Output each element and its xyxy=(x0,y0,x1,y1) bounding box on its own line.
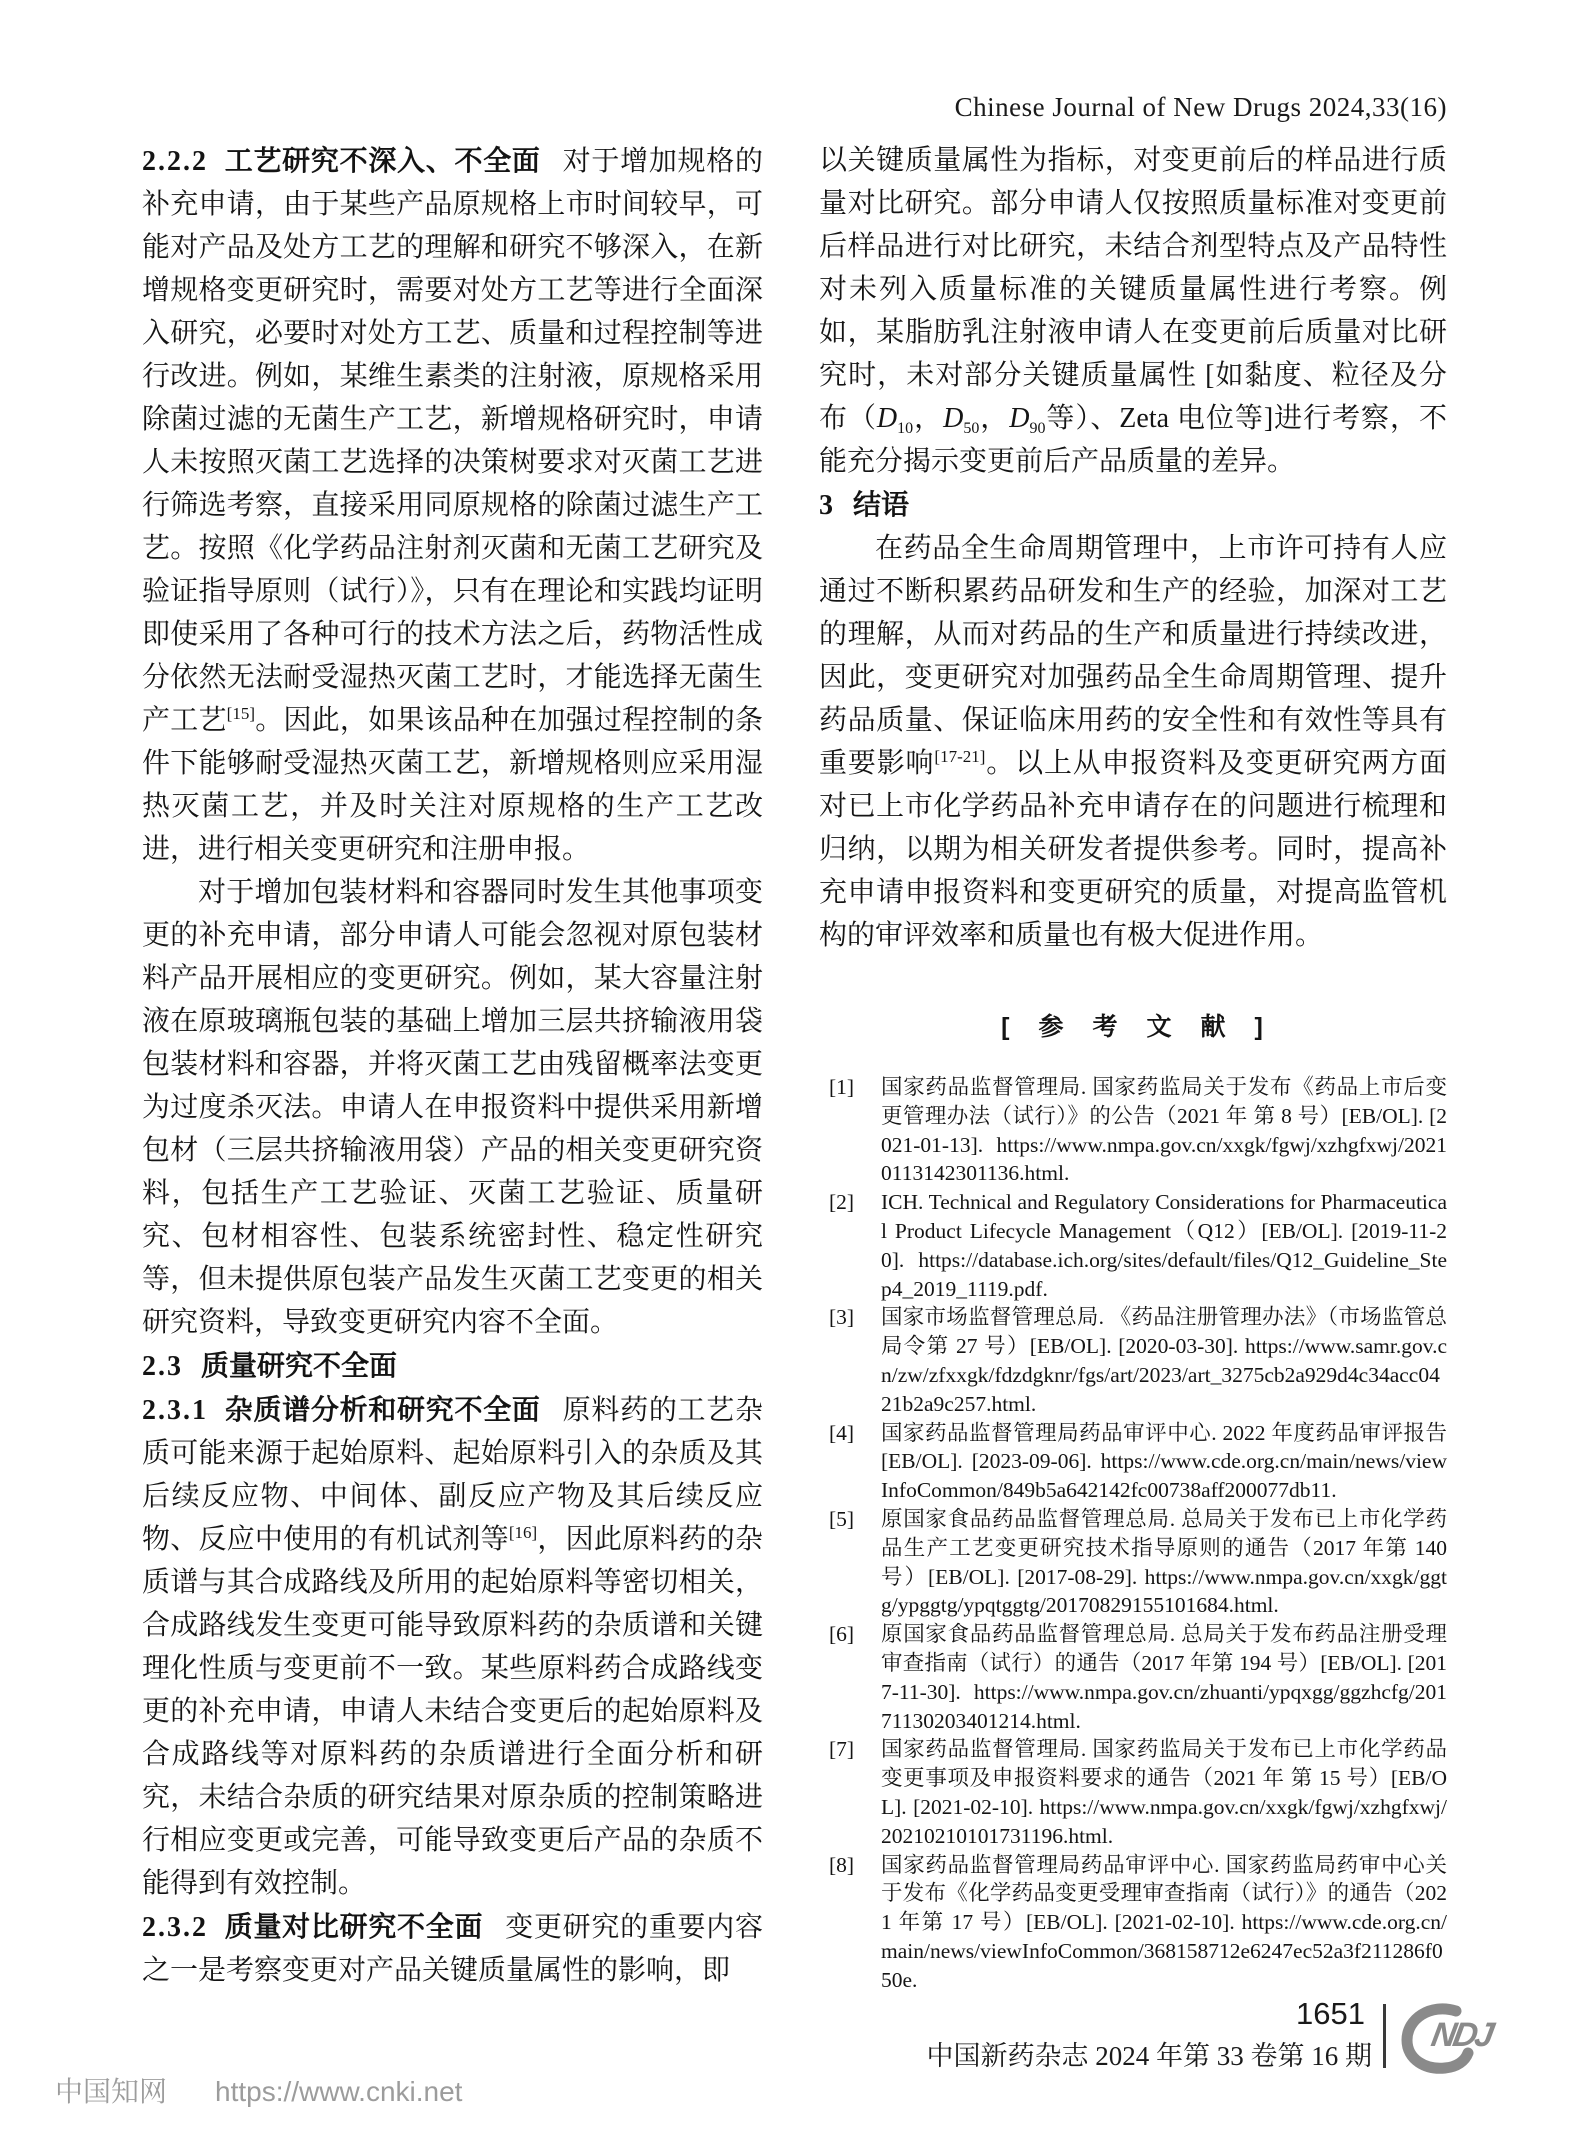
footer-divider xyxy=(1383,2004,1386,2068)
section-heading xyxy=(819,483,1447,527)
reference-number: [3] xyxy=(829,1305,855,1330)
reference-number: [1] xyxy=(829,1075,855,1099)
reference-text: 国家药品监督管理局药品审评中心. 2022 年度药品审评报告[EB/OL]. [2023-09-06]. https://www.cde.org.cn/main/news/viewInfoCommon/849b5a642142fc00738aff200077db11. xyxy=(881,1420,1447,1503)
cnki-site-name: 中国知网 xyxy=(55,2076,168,2107)
reference-number: [6] xyxy=(829,1622,855,1647)
cnki-watermark xyxy=(55,2070,462,2110)
text-segment: 。因此，如果该品种在加强过程控制的条件下能够耐受湿热灭菌工艺，新增规格则应采用湿热灭菌工艺，并及时关注对原规格的生产工艺改进，进行相关变更研究和注册申报。 xyxy=(142,705,763,865)
reference-text: 国家药品监督管理局. 国家药监局关于发布《药品上市后变更管理办法（试行）》的公告（2021 年 第 8 号）[EB/OL]. [2021-01-13]. https://www.nmpa.gov.cn/xxgk/fgwj/xzhgfxwj/20210113142301136.html. xyxy=(881,1075,1447,1186)
body-paragraph xyxy=(142,871,763,1344)
body-paragraph xyxy=(819,527,1447,957)
reference-item xyxy=(819,1073,1447,1188)
body-paragraph xyxy=(142,1905,763,1992)
running-head: Chinese Journal of New Drugs 2024,33(16) xyxy=(954,92,1447,122)
references-heading: [ 参 考 文 献 ] xyxy=(1001,1013,1265,1041)
text-segment: 以关键质量属性为指标，对变更前后的样品进行质量对比研究。部分申请人仅按照质量标准对变更前后样品进行对比研究，未结合剂型特点及产品特性对未列入质量标准的关键质量属性进行考察。例如，某脂肪乳注射液申请人在变更前后质量对比研究时，未对部分关键质量属性 [如黏度、粒径及分布（ xyxy=(819,145,1447,434)
section-heading xyxy=(142,1344,763,1388)
text-segment: ， xyxy=(913,403,944,434)
text-segment: 对于增加包装材料和容器同时发生其他事项变更的补充申请，部分申请人可能会忽视对原包装材料产品开展相应的变更研究。例如，某大容量注射液在原玻璃瓶包装的基础上增加三层共挤输液用袋包装材料和容器，并将灭菌工艺由残留概率法变更为过度杀灭法。申请人在申报资料中提供采用新增包材（三层共挤输液用袋）产品的相关变更研究资料，包括生产工艺验证、灭菌工艺验证、质量研究、包材相容性、包装系统密封性、稳定性研究等，但未提供原包装产品发生灭菌工艺变更的相关研究资料，导致变更研究内容不全面。 xyxy=(142,877,763,1338)
reference-number: [7] xyxy=(829,1737,855,1762)
reference-text: ICH. Technical and Regulatory Considerations for Pharmaceutical Product Lifecycle Management（Q12）[EB/OL]. [2019-11-20]. https://database.ich.org/sites/default/files/Q12_Guideline_Step4_2019_1119.pdf. xyxy=(881,1190,1447,1301)
body-paragraph xyxy=(142,1388,763,1905)
reference-text: 原国家食品药品监督管理总局. 总局关于发布已上市化学药品生产工艺变更研究技术指导原则的通告（2017 年第 140 号）[EB/OL]. [2017-08-29]. https://www.nmpa.gov.cn/xxgk/ggtg/ypggtg/ypqtggtg/20170829155101684.html. xyxy=(881,1506,1447,1618)
reference-item xyxy=(819,1303,1447,1418)
text-segment: 变更研究的重要内容之一是考察变更对产品关键质量属性的影响，即 xyxy=(142,1912,763,1986)
reference-item xyxy=(819,1851,1447,1995)
reference-item xyxy=(819,1735,1447,1850)
cnki-site-url: https://www.cnki.net xyxy=(215,2076,463,2107)
text-segment: 。以上从申报资料及变更研究两方面对已上市化学药品补充申请存在的问题进行梳理和归纳，以期为相关研发者提供参考。同时，提高补充申请申报资料和变更研究的质量，对提高监管机构的审评效率和质量也有极大促进作用。 xyxy=(819,748,1447,951)
reference-item xyxy=(819,1419,1447,1505)
body-paragraph xyxy=(819,139,1447,483)
citation-superscript: [15] xyxy=(226,704,255,723)
text-segment: D xyxy=(943,403,964,434)
subscript-text: 50 xyxy=(963,420,980,437)
text-segment: D xyxy=(1009,403,1030,434)
reference-item xyxy=(819,1505,1447,1620)
subsection-number: 2.3.1 xyxy=(142,1395,208,1426)
subscript-text: 10 xyxy=(897,420,914,437)
text-segment: D xyxy=(876,403,898,434)
journal-logo-icon xyxy=(1398,2000,1510,2074)
citation-superscript: [17-21] xyxy=(934,747,986,766)
journal-footer-title: 中国新药杂志 2024 年第 33 卷第 16 期 xyxy=(926,2041,1372,2071)
reference-text: 国家药品监督管理局. 国家药监局关于发布已上市化学药品变更事项及申报资料要求的通告（2021 年 第 15 号）[EB/OL]. [2021-02-10]. https://www.nmpa.gov.cn/xxgk/fgwj/xzhgfxwj/20210210101731196.html. xyxy=(881,1737,1447,1848)
text-segment: 等）、Zeta 电位等]进行考察，不能充分揭示变更前后产品质量的差异。 xyxy=(819,403,1447,477)
section-number: 2.3 xyxy=(142,1351,183,1382)
reference-number: [5] xyxy=(829,1506,855,1531)
text-segment: 对于增加规格的补充申请，由于某些产品原规格上市时间较早，可能对产品及处方工艺的理解和研究不够深入，在新增规格变更研究时，需要对处方工艺等进行全面深入研究，必要时对处方工艺、质量和过程控制等进行改进。例如，某维生素类的注射液，原规格采用除菌过滤的无菌生产工艺，新增规格研究时，申请人未按照灭菌工艺选择的决策树要求对灭菌工艺进行筛选考察，直接采用同原规格的除菌过滤生产工艺。按照《化学药品注射剂灭菌和无菌工艺研究及验证指导原则（试行）》，只有在理论和实践均证明即使采用了各种可行的技术方法之后，药物活性成分依然无法耐受湿热灭菌工艺时，才能选择无菌生产工艺 xyxy=(142,146,763,736)
section-title: 结语 xyxy=(853,489,910,520)
reference-number: [8] xyxy=(829,1852,855,1877)
reference-item xyxy=(819,1620,1447,1735)
subsection-title: 质量对比研究不全面 xyxy=(224,1911,484,1942)
citation-superscript: [16] xyxy=(508,1523,538,1542)
text-segment: ， xyxy=(979,403,1010,434)
right-column xyxy=(819,139,1447,1995)
subsection-title: 工艺研究不深入、不全面 xyxy=(224,145,541,176)
reference-text: 国家药品监督管理局药品审评中心. 国家药监局药审中心关于发布《化学药品变更受理审查指南（试行）》的通告（2021 年第 17 号）[EB/OL]. [2021-02-10]. https://www.cde.org.cn/main/news/viewInfoCommon/368158712e6247ec52a3f211286f050e. xyxy=(881,1852,1447,1992)
reference-item xyxy=(819,1188,1447,1303)
reference-number: [2] xyxy=(829,1190,855,1215)
section-number: 3 xyxy=(819,490,835,521)
subsection-title: 杂质谱分析和研究不全面 xyxy=(224,1394,541,1425)
svg-text:NDJ: NDJ xyxy=(1428,2016,1495,2054)
left-column xyxy=(142,139,763,1992)
text-segment: 在药品全生命周期管理中，上市许可持有人应通过不断积累药品研发和生产的经验，加深对工艺的理解，从而对药品的生产和质量进行持续改进，因此，变更研究对加强药品全生命周期管理、提升药品质量、保证临床用药的安全性和有效性等具有重要影响 xyxy=(819,533,1447,779)
text-segment: 原料药的工艺杂质可能来源于起始原料、起始原料引入的杂质及其后续反应物、中间体、副反应产物及其后续反应物、反应中使用的有机试剂等 xyxy=(142,1395,763,1555)
text-segment: ，因此原料药的杂质谱与其合成路线及所用的起始原料等密切相关，合成路线发生变更可能导致原料药的杂质谱和关键理化性质与变更前不一致。某些原料药合成路线变更的补充申请，申请人未结合变更后的起始原料及合成路线等对原料药的杂质谱进行全面分析和研究，未结合杂质的研究结果对原杂质的控制策略进行相应变更或完善，可能导致变更后产品的杂质不能得到有效控制。 xyxy=(142,1524,763,1899)
reference-number: [4] xyxy=(829,1420,855,1445)
body-paragraph xyxy=(142,139,763,871)
subscript-text: 90 xyxy=(1029,420,1046,437)
section-title: 质量研究不全面 xyxy=(201,1350,398,1381)
reference-text: 原国家食品药品监督管理总局. 总局关于发布药品注册受理审查指南（试行）的通告（2017 年第 194 号）[EB/OL]. [2017-11-30]. https://www.nmpa.gov.cn/zhuanti/ypqxgg/ggzhcfg/20171130203401214.html. xyxy=(881,1622,1447,1733)
reference-text: 国家市场监督管理总局. 《药品注册管理办法》（市场监管总局令第 27 号）[EB/OL]. [2020-03-30]. https://www.samr.gov.cn/zw/zfxxgk/fdzdgknr/fgs/art/2023/art_3275cb2a929d4c34acc0421b2a9c257.html. xyxy=(881,1305,1447,1416)
page-number: 1651 xyxy=(1296,1996,1365,2031)
subsection-number: 2.2.2 xyxy=(142,146,208,177)
subsection-number: 2.3.2 xyxy=(142,1912,208,1943)
